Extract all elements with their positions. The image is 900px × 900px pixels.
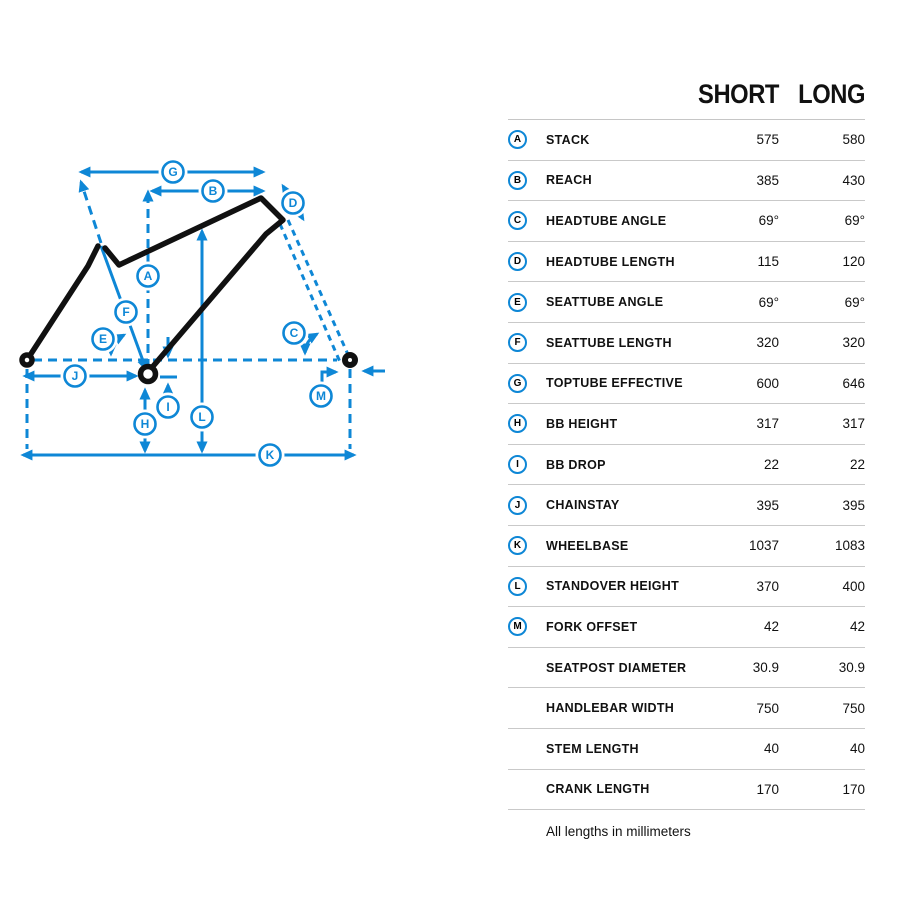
row-label: HEADTUBE ANGLE bbox=[546, 213, 667, 228]
diagram-badge-I bbox=[154, 393, 183, 422]
row-value-short: 42 bbox=[763, 619, 779, 635]
badge-letter: I bbox=[166, 400, 170, 415]
diagram-badge-B bbox=[199, 177, 228, 206]
diagram-badge-A bbox=[134, 262, 163, 291]
row-value-long: 750 bbox=[842, 700, 865, 716]
table-row bbox=[508, 688, 865, 729]
badge-letter: G bbox=[168, 165, 178, 180]
row-value-short: 575 bbox=[756, 132, 779, 148]
badge-letter: K bbox=[265, 448, 275, 463]
row-key-badge: M bbox=[508, 617, 527, 636]
diagram-badge-D bbox=[279, 189, 308, 218]
row-label: CHAINSTAY bbox=[546, 498, 620, 513]
table-row bbox=[508, 485, 865, 526]
row-value-short: 115 bbox=[757, 254, 779, 270]
seatstay-tube bbox=[27, 246, 98, 360]
diagram-badge-F bbox=[112, 298, 141, 327]
row-key-badge: L bbox=[508, 577, 527, 596]
badge-letter: A bbox=[143, 269, 153, 284]
badge-letter: J bbox=[71, 369, 79, 384]
row-key-badge: A bbox=[508, 130, 527, 149]
row-value-long: 1083 bbox=[834, 538, 865, 554]
row-value-long: 42 bbox=[849, 619, 865, 635]
row-label: SEATTUBE ANGLE bbox=[546, 295, 664, 310]
row-key-badge: C bbox=[508, 211, 527, 230]
table-row bbox=[508, 770, 865, 811]
row-value-long: 580 bbox=[842, 132, 865, 148]
table-row bbox=[508, 567, 865, 608]
row-value-short: 320 bbox=[756, 335, 779, 351]
row-value-short: 69° bbox=[758, 213, 779, 229]
table-row bbox=[508, 161, 865, 202]
row-value-short: 317 bbox=[756, 416, 779, 432]
diagram-badge-M bbox=[307, 382, 336, 411]
row-label: STEM LENGTH bbox=[546, 741, 639, 756]
construction-lines bbox=[27, 182, 350, 449]
row-value-long: 69° bbox=[844, 213, 865, 229]
row-value-long: 69° bbox=[844, 294, 865, 310]
row-label: STANDOVER HEIGHT bbox=[546, 579, 680, 594]
badge-letter: L bbox=[198, 410, 206, 425]
row-value-short: 30.9 bbox=[752, 660, 779, 676]
diagram-badge-L bbox=[188, 403, 217, 432]
table-row bbox=[508, 607, 865, 648]
badge-letter: F bbox=[122, 305, 130, 320]
row-value-short: 170 bbox=[756, 781, 779, 797]
badge-letter: C bbox=[289, 326, 299, 341]
row-value-long: 395 bbox=[842, 497, 865, 513]
row-value-short: 40 bbox=[763, 741, 779, 757]
row-value-short: 69° bbox=[758, 294, 779, 310]
row-value-long: 30.9 bbox=[838, 660, 865, 676]
row-value-short: 1037 bbox=[748, 538, 779, 554]
row-label: SEATTUBE LENGTH bbox=[546, 335, 672, 350]
column-header-long: LONG bbox=[798, 79, 865, 109]
row-key-badge: G bbox=[508, 374, 527, 393]
table-row bbox=[508, 120, 865, 161]
row-label: WHEELBASE bbox=[546, 538, 629, 553]
row-value-long: 22 bbox=[849, 457, 865, 473]
badge-letter: E bbox=[98, 332, 108, 347]
row-value-long: 120 bbox=[842, 254, 865, 270]
row-key-badge: D bbox=[508, 252, 527, 271]
table-row bbox=[508, 445, 865, 486]
row-value-long: 646 bbox=[842, 375, 865, 391]
table-row bbox=[508, 242, 865, 283]
diagram-badge-H bbox=[131, 410, 160, 439]
bottom-bracket bbox=[141, 367, 156, 382]
row-label: REACH bbox=[546, 173, 592, 188]
diagram-badge-G bbox=[159, 158, 188, 187]
row-value-short: 385 bbox=[756, 172, 779, 188]
bike-geometry-diagram bbox=[0, 0, 450, 560]
row-label: STACK bbox=[546, 132, 590, 147]
row-key-badge: F bbox=[508, 333, 527, 352]
row-value-long: 170 bbox=[842, 781, 865, 797]
row-value-short: 600 bbox=[756, 375, 779, 391]
frame-outline bbox=[22, 198, 355, 382]
row-label: TOPTUBE EFFECTIVE bbox=[546, 376, 683, 391]
row-value-short: 22 bbox=[763, 457, 779, 473]
row-value-long: 400 bbox=[842, 578, 865, 594]
row-key-badge: E bbox=[508, 293, 527, 312]
table-header bbox=[508, 70, 865, 120]
row-value-long: 40 bbox=[849, 741, 865, 757]
table-row bbox=[508, 526, 865, 567]
badge-letter: H bbox=[140, 417, 150, 432]
front-axle bbox=[345, 355, 355, 365]
diagram-badge-E bbox=[89, 325, 118, 354]
row-value-long: 320 bbox=[842, 335, 865, 351]
diagram-badge-C bbox=[280, 319, 309, 348]
row-label: SEATPOST DIAMETER bbox=[546, 660, 687, 675]
row-label: HANDLEBAR WIDTH bbox=[546, 701, 675, 716]
row-label: BB DROP bbox=[546, 457, 606, 472]
row-value-long: 430 bbox=[842, 172, 865, 188]
row-key-badge: I bbox=[508, 455, 527, 474]
seattube-axis-extension bbox=[81, 182, 101, 243]
row-label: FORK OFFSET bbox=[546, 619, 638, 634]
diagram-badge-J bbox=[61, 362, 90, 391]
table-row bbox=[508, 323, 865, 364]
badge-letter: M bbox=[316, 389, 326, 404]
row-value-short: 750 bbox=[756, 700, 779, 716]
row-label: HEADTUBE LENGTH bbox=[546, 254, 675, 269]
badge-letter: B bbox=[208, 184, 218, 199]
row-key-badge: J bbox=[508, 496, 527, 515]
table-footnote: All lengths in millimeters bbox=[546, 824, 691, 840]
row-value-short: 395 bbox=[756, 497, 779, 513]
table-row bbox=[508, 648, 865, 689]
geometry-table bbox=[508, 70, 865, 839]
toptube-headtube-downtube bbox=[105, 198, 283, 371]
rear-axle bbox=[22, 355, 32, 365]
row-label: CRANK LENGTH bbox=[546, 782, 650, 797]
table-row bbox=[508, 364, 865, 405]
badge-letter: D bbox=[288, 196, 298, 211]
table-row bbox=[508, 201, 865, 242]
row-key-badge: B bbox=[508, 171, 527, 190]
diagram-badge-K bbox=[256, 441, 285, 470]
row-label: BB HEIGHT bbox=[546, 416, 618, 431]
row-value-long: 317 bbox=[842, 416, 865, 432]
row-value-short: 370 bbox=[756, 578, 779, 594]
table-row bbox=[508, 729, 865, 770]
table-row bbox=[508, 282, 865, 323]
row-key-badge: H bbox=[508, 414, 527, 433]
table-row bbox=[508, 404, 865, 445]
row-key-badge: K bbox=[508, 536, 527, 555]
column-header-short: SHORT bbox=[698, 79, 779, 109]
